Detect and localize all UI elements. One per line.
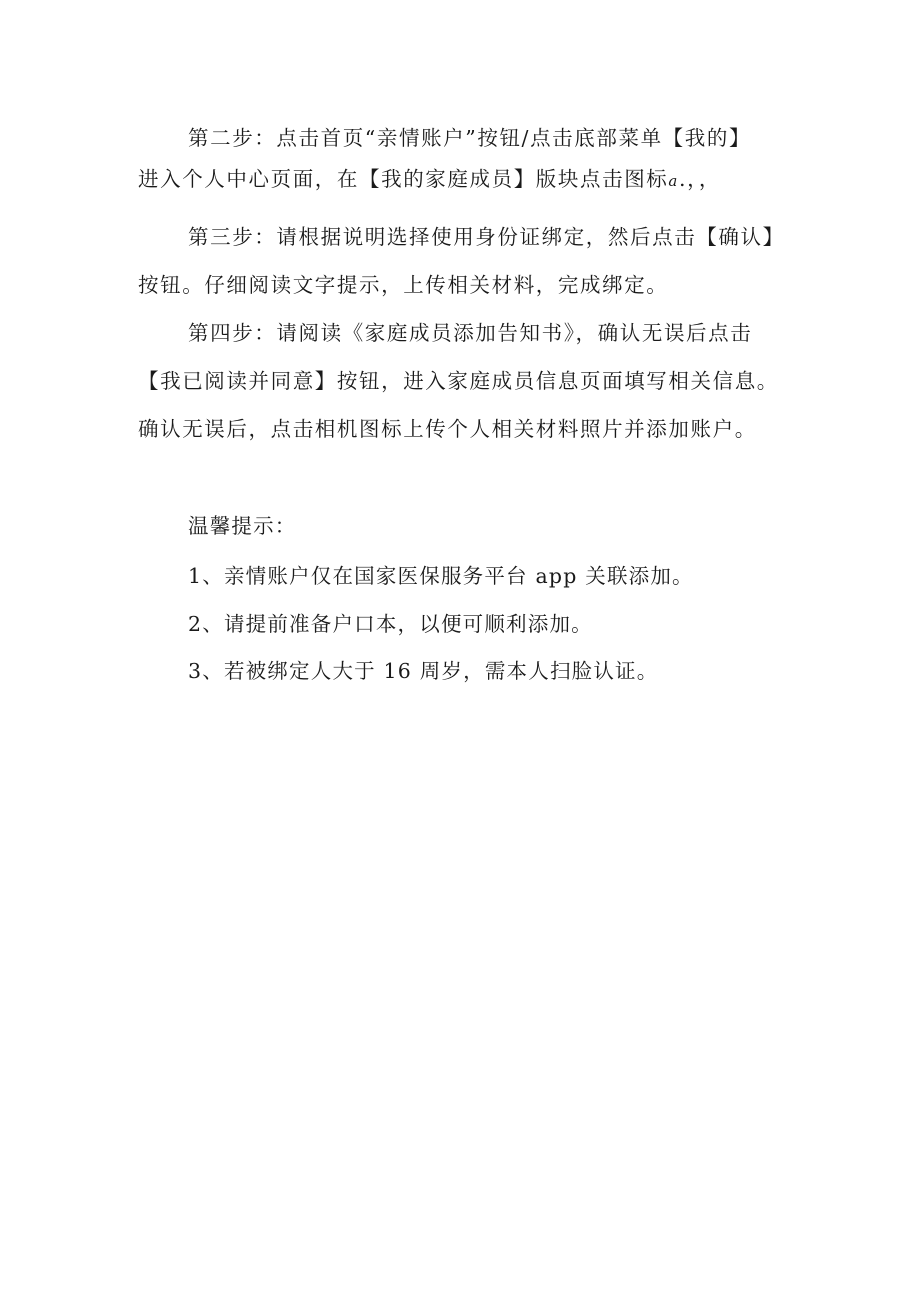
step4-line-1: 第四步：请阅读《家庭成员添加告知书》，确认无误后点击: [188, 321, 753, 345]
step2-line-1: 第二步：点击首页“亲情账户”按钮/点击底部菜单【我的】: [188, 126, 752, 150]
step2-line-2: [138, 164, 808, 194]
tips-heading: 温馨提示：: [188, 514, 297, 538]
step3-line-1: 第三步：请根据说明选择使用身份证绑定，然后点击【确认】: [188, 225, 785, 249]
step4-line-2: 【我已阅读并同意】按钮，进入家庭成员信息页面填写相关信息。: [138, 369, 779, 393]
tip-item-3: 3、若被绑定人大于 16 周岁，需本人扫脸认证。: [188, 659, 659, 683]
tip-item-1: 1、亲情账户仅在国家医保服务平台 app 关联添加。: [188, 564, 694, 588]
step2-line-2-tail: .，，: [678, 167, 722, 191]
step4-line-3: 确认无误后，点击相机图标上传个人相关材料照片并添加账户。: [138, 417, 757, 441]
step2-icon-letter: a: [668, 172, 679, 190]
step3-line-2: 按钮。仔细阅读文字提示，上传相关材料，完成绑定。: [138, 273, 669, 297]
step2-line-2-text: 进入个人中心页面，在【我的家庭成员】版块点击图标: [138, 167, 669, 191]
tip-item-2: 2、请提前准备户口本，以便可顺利添加。: [188, 612, 593, 636]
